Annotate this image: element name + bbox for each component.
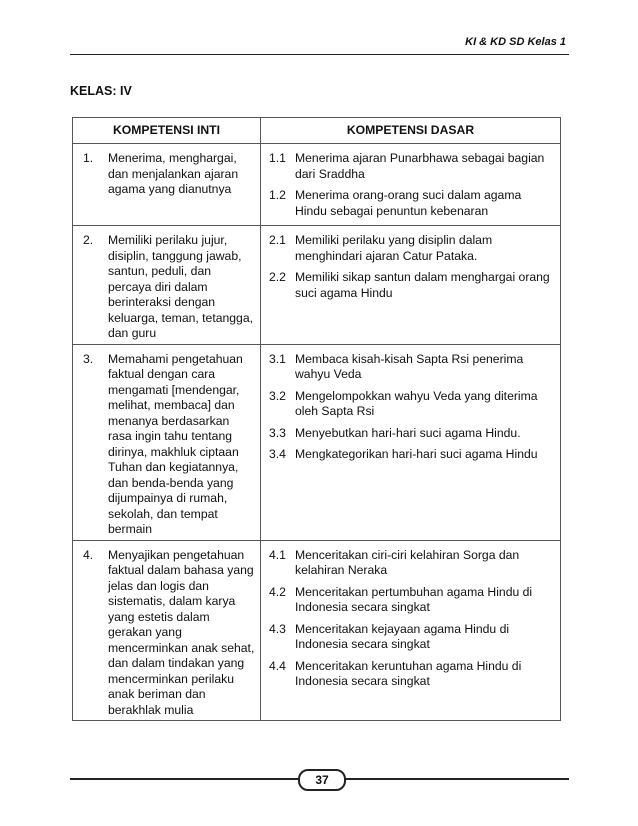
- footer-rule-left: [70, 778, 298, 780]
- kd-number: 3.1: [269, 351, 286, 366]
- kd-number: 1.1: [269, 151, 286, 165]
- page-number: 37: [298, 769, 346, 791]
- ki-cell: [73, 540, 261, 721]
- kd-number: 4.4: [269, 658, 286, 673]
- running-header: KI & KD SD Kelas 1: [465, 36, 566, 48]
- kd-item: [269, 548, 556, 579]
- kd-item: [269, 585, 556, 616]
- kd-number: 3.2: [269, 388, 286, 403]
- kd-cell: [261, 344, 561, 540]
- kd-cell: [261, 226, 561, 345]
- kd-text: Mengelompokkan wahyu Veda yang diterima oleh Sapta Rsi: [295, 388, 538, 418]
- ki-cell: [73, 226, 261, 345]
- kd-item: [269, 233, 556, 264]
- kd-item: [269, 352, 556, 383]
- kd-text: Menceritakan ciri-ciri kelahiran Sorga dan kelahiran Neraka: [295, 547, 520, 577]
- kd-text: Memiliki sikap santun dalam menghargai orang suci agama Hindu: [295, 270, 550, 300]
- kd-cell: [261, 144, 561, 226]
- kd-text: Menyebutkan hari-hari suci agama Hindu.: [295, 425, 521, 440]
- kd-cell: [261, 540, 561, 721]
- kd-number: 4.1: [269, 547, 286, 562]
- kd-item: [269, 447, 556, 463]
- kd-text: Menerima orang-orang suci dalam agama Hindu sebagai penuntun kebenaran: [295, 188, 522, 218]
- kd-text: Menceritakan kejayaan agama Hindu di Indonesia secara singkat: [295, 621, 510, 651]
- kd-text: Menceritakan keruntuhan agama Hindu di Indonesia secara singkat: [295, 658, 522, 688]
- kd-number: 4.3: [269, 621, 286, 636]
- ki-number: 4.: [83, 547, 94, 562]
- kd-number: 2.1: [269, 233, 286, 247]
- kd-number: 2.2: [269, 270, 286, 284]
- kelas-heading: KELAS: IV: [70, 84, 132, 98]
- ki-number: 1.: [83, 151, 94, 165]
- ki-text: Memahami pengetahuan faktual dengan cara mengamati [mendengar, melihat, membaca] dan menanya berdasarkan rasa ingin tahu tentang dirinya, makhluk ciptaan Tuhan dan kegiatannya, dan benda-benda yang dijumpainya di rumah, sekolah, dan tempat bermain: [108, 351, 243, 536]
- kd-item: [269, 659, 556, 690]
- kd-text: Membaca kisah-kisah Sapta Rsi penerima wahyu Veda: [295, 351, 524, 381]
- kd-item: [269, 389, 556, 420]
- footer-rule-right: [342, 778, 569, 780]
- kd-text: Mengkategorikan hari-hari suci agama Hindu: [295, 447, 538, 461]
- ki-text: Memiliki perilaku jujur, disiplin, tanggung jawab, santun, peduli, dan percaya diri dalam berinteraksi dengan keluarga, teman, tetangga, dan guru: [108, 233, 253, 340]
- kd-text: Menceritakan pertumbuhan agama Hindu di Indonesia secara singkat: [295, 584, 533, 614]
- header-rule: [70, 54, 569, 55]
- kd-text: Menerima ajaran Punarbhawa sebagai bagian dari Sraddha: [295, 151, 545, 181]
- table-row: [73, 144, 561, 226]
- ki-cell: [73, 144, 261, 226]
- ki-text: Menyajikan pengetahuan faktual dalam bahasa yang jelas dan logis dan sistematis, dalam karya yang estetis dalam gerakan yang mencerminkan anak sehat, dan dalam tindakan yang mencerminkan perilaku anak beriman dan berakhlak mulia: [108, 547, 255, 717]
- col-header-ki: KOMPETENSI INTI: [73, 118, 261, 144]
- table-header-row: [73, 118, 561, 144]
- kd-item: [269, 270, 556, 301]
- kd-number: 3.4: [269, 447, 286, 461]
- kd-item: [269, 151, 556, 182]
- kd-number: 4.2: [269, 584, 286, 599]
- ki-number: 2.: [83, 233, 94, 247]
- kd-item: [269, 426, 556, 442]
- ki-cell: [73, 344, 261, 540]
- table-row: [73, 226, 561, 345]
- kd-number: 1.2: [269, 188, 286, 202]
- ki-text: Menerima, menghargai, dan menjalankan ajaran agama yang dianutnya: [108, 151, 239, 196]
- ki-number: 3.: [83, 351, 94, 366]
- kd-text: Memiliki perilaku yang disiplin dalam menghindari ajaran Catur Pataka.: [295, 233, 493, 263]
- competency-table: [72, 117, 561, 721]
- kd-item: [269, 622, 556, 653]
- kd-item: [269, 188, 556, 219]
- kd-number: 3.3: [269, 425, 286, 440]
- col-header-kd: KOMPETENSI DASAR: [261, 118, 561, 144]
- table-row: [73, 540, 561, 721]
- table-row: [73, 344, 561, 540]
